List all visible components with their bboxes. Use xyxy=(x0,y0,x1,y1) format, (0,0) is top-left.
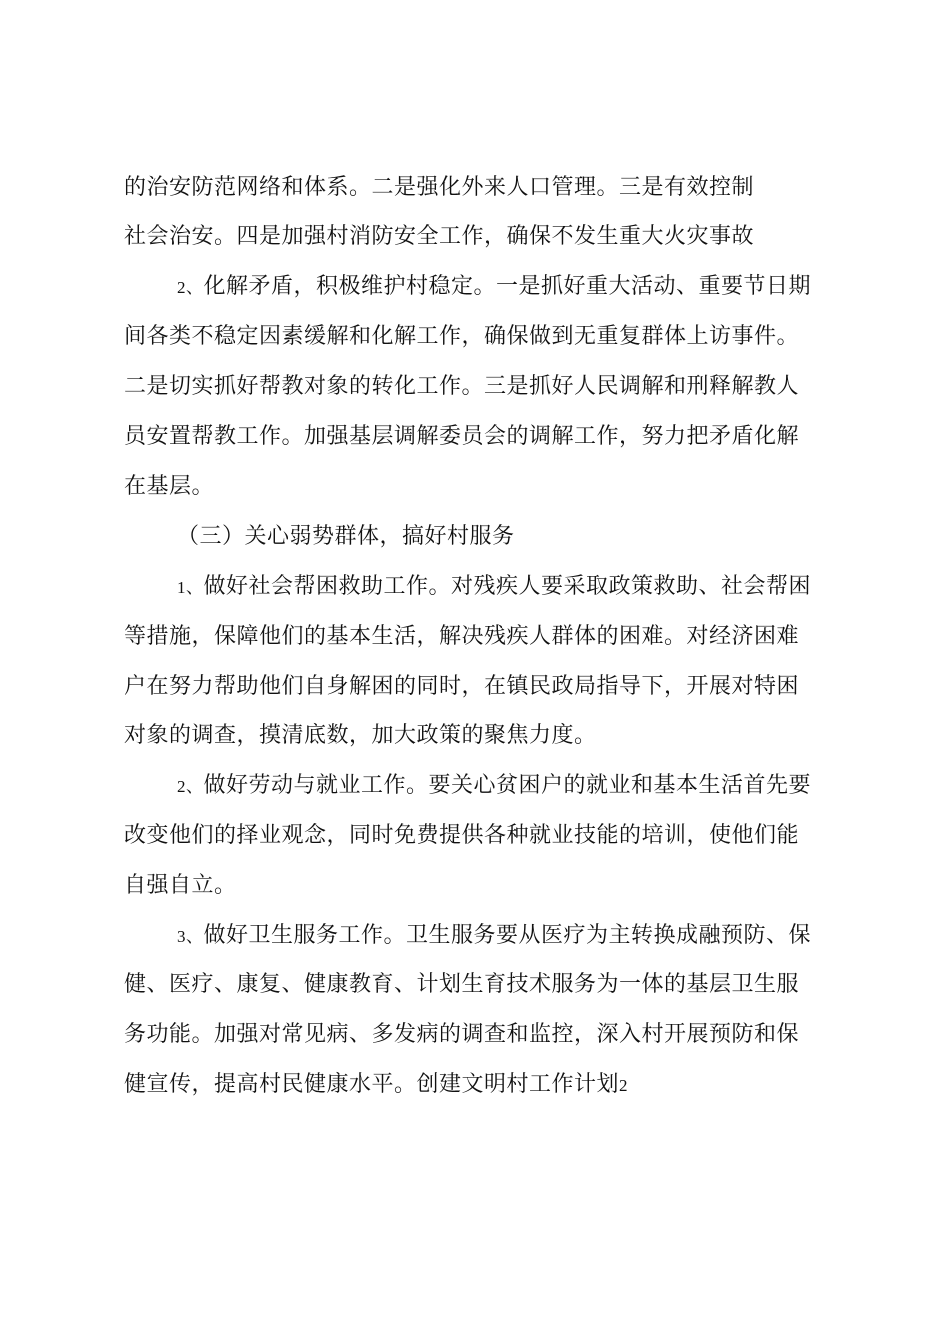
paragraph-line: 做好卫生服务工作。卫生服务要从医疗为主转换成融预防、保 xyxy=(203,923,812,948)
paragraph-line: 做好社会帮困救助工作。对残疾人要采取政策救助、社会帮困 xyxy=(203,574,812,599)
paragraph-line: 自强自立。 xyxy=(124,873,237,898)
final-line xyxy=(124,1072,628,1099)
footer-number: 2 xyxy=(619,1076,629,1095)
list-number: 2、 xyxy=(177,777,204,796)
paragraph-line: 间各类不稳定因素缓解和化解工作，确保做到无重复群体上访事件。 xyxy=(124,324,800,349)
list-item-2-employment xyxy=(177,773,811,800)
list-number: 1、 xyxy=(177,578,204,597)
paragraph-line: 在基层。 xyxy=(124,474,215,499)
paragraph-line: 务功能。加强对常见病、多发病的调查和监控，深入村开展预防和保 xyxy=(124,1022,800,1047)
paragraph-line: 等措施，保障他们的基本生活，解决残疾人群体的困难。对经济困难 xyxy=(124,624,800,649)
paragraph-line: 改变他们的择业观念，同时免费提供各种就业技能的培训，使他们能 xyxy=(124,823,800,848)
list-item-1-assistance xyxy=(177,574,811,601)
paragraph-line: 二是切实抓好帮教对象的转化工作。三是抓好人民调解和刑释解教人 xyxy=(124,374,800,399)
paragraph-line: 做好劳动与就业工作。要关心贫困户的就业和基本生活首先要 xyxy=(203,773,812,798)
paragraph-line: 员安置帮教工作。加强基层调解委员会的调解工作，努力把矛盾化解 xyxy=(124,424,800,449)
paragraph-line: 健、医疗、康复、健康教育、计划生育技术服务为一体的基层卫生服 xyxy=(124,972,800,997)
section-heading: （三）关心弱势群体，搞好村服务 xyxy=(177,524,515,549)
list-number: 2、 xyxy=(177,278,204,297)
list-item-3-health xyxy=(177,923,811,950)
paragraph-line: 户在努力帮助他们自身解困的同时，在镇民政局指导下，开展对特困 xyxy=(124,674,800,699)
paragraph-line: 健宣传，提高村民健康水平。创建文明村工作计划 xyxy=(124,1072,620,1097)
list-number: 3、 xyxy=(177,927,204,946)
list-item-2-security xyxy=(177,274,811,301)
paragraph-line: 化解矛盾，积极维护村稳定。一是抓好重大活动、重要节日期 xyxy=(203,274,812,299)
paragraph-line: 社会治安。四是加强村消防安全工作，确保不发生重大火灾事故 xyxy=(124,224,755,249)
paragraph-line: 对象的调查，摸清底数，加大政策的聚焦力度。 xyxy=(124,723,597,748)
paragraph-line: 的治安防范网络和体系。二是强化外来人口管理。三是有效控制 xyxy=(124,175,755,200)
